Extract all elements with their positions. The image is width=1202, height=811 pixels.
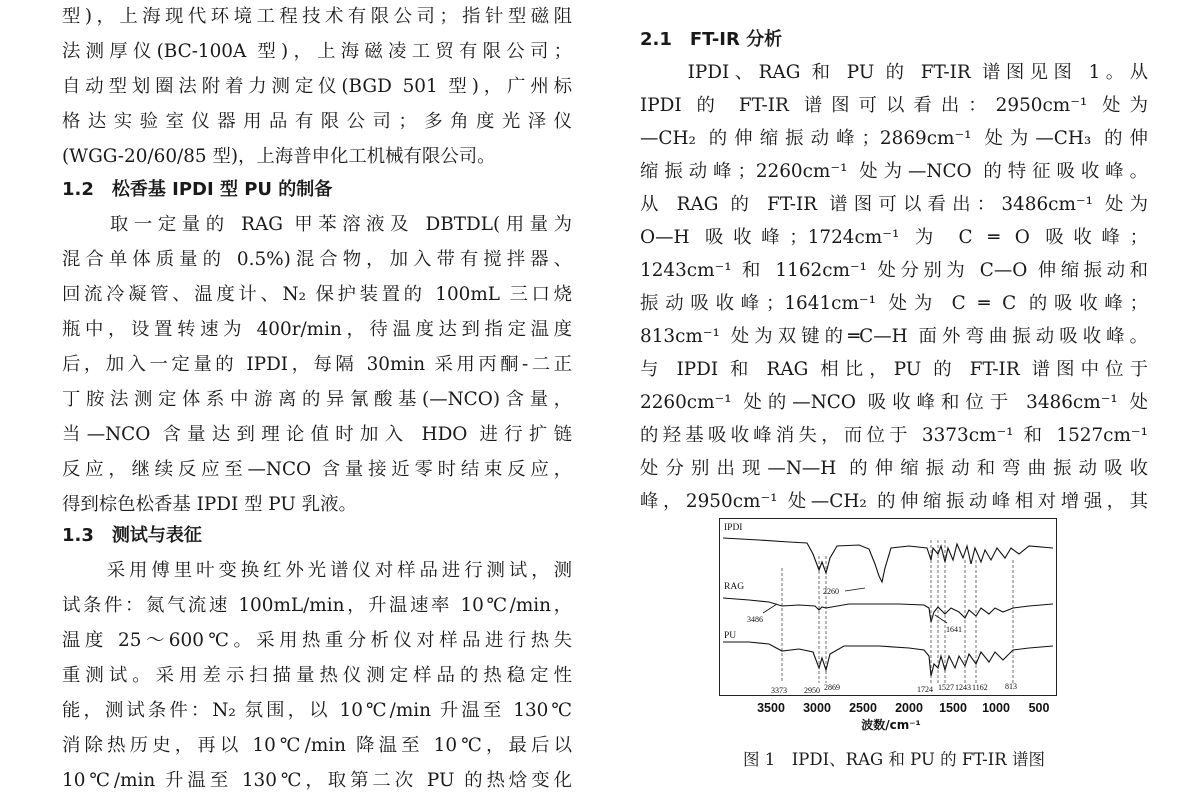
peak-label-813: 813 [1005,682,1017,691]
peak-2260-pointer [845,588,865,591]
text-line: O—H 吸收峰；1724cm⁻¹ 为 C ═ O 吸收峰； [640,227,1148,248]
x-axis-ticks [757,701,1049,715]
series-label-pu: PU [724,631,737,641]
series-labels [724,523,744,641]
text-line: 峰，2950cm⁻¹ 处—CH₂ 的伸缩振动峰相对增强，其 [640,491,1148,512]
text-line: 瓶中，设置转速为 400r/min，待温度达到指定温度 [62,319,572,340]
text-line: 回流冷凝管、温度计、N₂ 保护装置的 100mL 三口烧 [62,284,572,305]
plot-frame [720,519,1057,696]
x-tick-2000: 2000 [895,701,923,715]
x-tick-3500: 3500 [757,701,785,715]
text-line: 与 IPDI 和 RAG 相比，PU 的 FT-IR 谱图中位于 [640,359,1148,380]
section-heading-2-1: 2.1 FT-IR 分析 [640,29,783,50]
section-heading-1-2: 1.2 松香基 IPDI 型 PU 的制备 [62,179,333,200]
rag-curve [723,598,1053,622]
text-line: 混合单体质量的 0.5%)混合物，加入带有搅拌器、 [62,249,572,270]
x-tick-3000: 3000 [803,701,831,715]
section-heading-1-3: 1.3 测试与表征 [62,525,202,546]
text-line: 10℃/min 升温至 130℃，取第二次 PU 的热焓变化 [62,770,572,791]
peak-label-1162: 1162 [972,683,988,692]
text-line: 得到棕色松香基 IPDI 型 PU 乳液。 [62,494,357,515]
text-line: 后，加入一定量的 IPDI，每隔 30min 采用丙酮-二正 [62,354,572,375]
text-line: 消除热历史，再以 10℃/min 降温至 10℃，最后以 [62,735,572,756]
x-axis-label: 波数/cm⁻¹ [861,718,921,732]
text-line: 反应，继续反应至—NCO 含量接近零时结束反应， [62,459,572,480]
peak-label-2950: 2950 [804,686,820,695]
text-line: 丁胺法测定体系中游离的异氰酸基(—NCO)含量， [62,389,572,410]
text-line: 试条件：氮气流速 100mL/min，升温速率 10℃/min， [62,595,572,616]
text-line: IPDI 的 FT-IR 谱图可以看出：2950cm⁻¹ 处为 [640,95,1148,116]
peak-label-1243: 1243 [955,683,971,692]
text-line: 能，测试条件：N₂ 氛围，以 10℃/min 升温至 130℃ [62,700,572,721]
series-label-rag: RAG [724,582,745,592]
text-line: 的羟基吸收峰消失，而位于 3373cm⁻¹ 和 1527cm⁻¹ [640,425,1148,446]
text-line: IPDI、RAG 和 PU 的 FT-IR 谱图见图 1。从 [640,62,1148,83]
text-line: 缩振动峰；2260cm⁻¹ 处为—NCO 的特征吸收峰。 [640,161,1148,182]
peak-labels [747,587,1017,695]
figure-caption: 图 1 IPDI、RAG 和 PU 的 FT-IR 谱图 [743,750,1045,769]
ftir-figure [719,518,1057,734]
text-line: 法测厚仪(BC-100A 型)，上海磁凌工贸有限公司； [62,41,572,62]
text-line: 型)，上海现代环境工程技术有限公司；指针型磁阻 [62,6,572,27]
text-line: 从 RAG 的 FT-IR 谱图可以看出：3486cm⁻¹ 处为 [640,194,1148,215]
text-line: 温度 25～600℃。采用热重分析仪对样品进行热失 [62,630,572,651]
peak-label-1527: 1527 [938,683,954,692]
text-line: (WGG-20/60/85 型)，上海普申化工机械有限公司。 [62,146,496,167]
text-line: 取一定量的 RAG 甲苯溶液及 DBTDL(用量为 [62,214,572,235]
text-line: —CH₂ 的伸缩振动峰；2869cm⁻¹ 处为—CH₃ 的伸 [640,128,1148,149]
peak-label-3373: 3373 [771,686,787,695]
ipdi-curve [723,538,1053,582]
text-line: 自动型划圈法附着力测定仪(BGD 501 型)，广州标 [62,76,572,97]
peak-label-1641: 1641 [946,625,962,634]
peak-label-3486: 3486 [747,615,763,624]
peak-3486-pointer [763,604,777,613]
text-line: 1243cm⁻¹ 和 1162cm⁻¹ 处分别为 C—O 伸缩振动和 [640,260,1148,281]
series-label-ipdi: IPDI [724,523,743,533]
text-line: 2260cm⁻¹ 处的—NCO 吸收峰和位于 3486cm⁻¹ 处 [640,392,1148,413]
peak-label-2260: 2260 [823,587,839,596]
text-line: 813cm⁻¹ 处为双键的═C—H 面外弯曲振动吸收峰。 [640,326,1148,347]
text-line: 当—NCO 含量达到理论值时加入 HDO 进行扩链 [62,424,572,445]
peak-label-1724: 1724 [917,685,933,694]
text-line: 处分别出现—N—H 的伸缩振动和弯曲振动吸收 [640,458,1148,479]
pu-curve [723,642,1053,676]
x-tick-1500: 1500 [939,701,967,715]
x-tick-500: 500 [1028,701,1050,715]
x-tick-2500: 2500 [849,701,877,715]
x-tick-1000: 1000 [982,701,1010,715]
text-line: 重测试。采用差示扫描量热仪测定样品的热稳定性 [62,665,572,686]
text-line: 采用傅里叶变换红外光谱仪对样品进行测试，测 [62,560,572,581]
text-line: 振动吸收峰；1641cm⁻¹ 处为 C ═ C 的吸收峰； [640,293,1148,314]
peak-label-2869: 2869 [824,683,840,692]
ftir-spectrum-plot [719,518,1057,734]
text-line: 格达实验室仪器用品有限公司；多角度光泽仪 [62,111,572,132]
